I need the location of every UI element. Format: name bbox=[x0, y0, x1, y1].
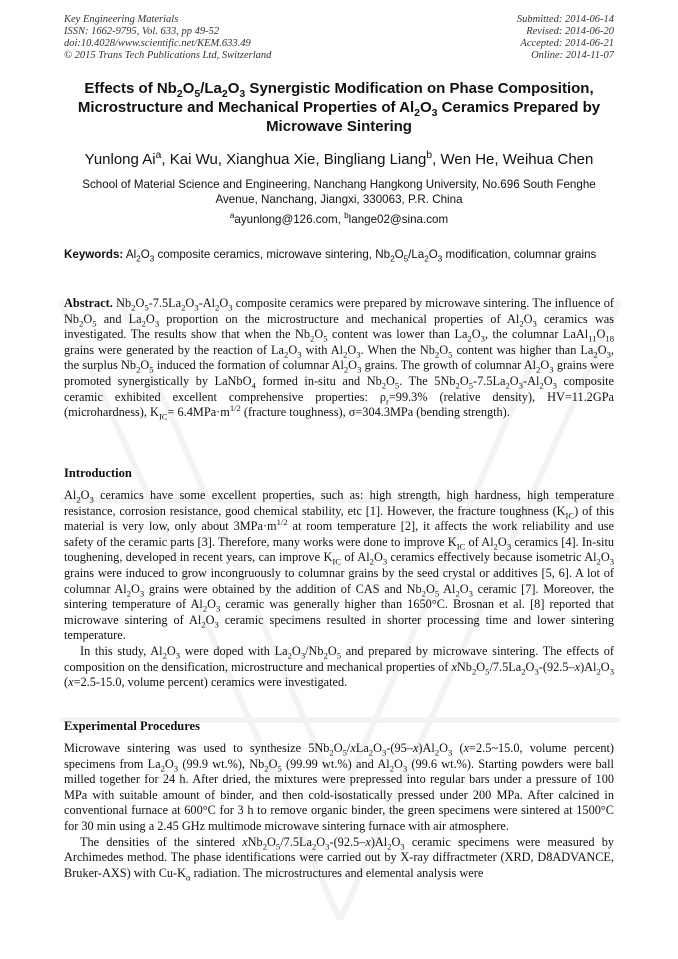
paragraph: The densities of the sintered $xNb_2O_5/7.5La_2O_3-(92.5-x)Al_2O_3$ ceramic specimens were measured by Archimedes method. The phase identifications were carried out by X-ray diffractmeter (XRD, D8ADVANCE, Bruker-AXS) with $Cu-K_\alpha$ radiation. The microstructures and elemental analysis were bbox=[64, 834, 615, 883]
abstract bbox=[64, 296, 614, 421]
revised-date: Revised: 2014-06-20 bbox=[526, 26, 614, 37]
journal-doi: doi:10.4028/www.scientific.net/KEM.633.49 bbox=[64, 38, 251, 49]
author-emails: $^a$ayunlong@126.com, $^b$lange02@sina.com bbox=[229, 211, 449, 226]
keywords: Keywords: $Al_2O_3$ composite ceramics, microwave sintering, $Nb_2O_5/La_2O_3$ modification, columnar grains bbox=[64, 248, 597, 264]
submitted-date: Submitted: 2014-06-14 bbox=[516, 14, 614, 25]
paragraph: Microwave sintering was used to synthesize $5Nb_2O_5/xLa_2O_3-(95-x)Al_2O_3$ (x=2.5~15.0, volume percent) specimens from $La_2O_3$ (99.9 wt.%), $Nb_2O_5$ (99.99 wt.%) and $Al_2O_3$ (99.6 wt.%). Starting powders were ball milled together for 24 h. After dried, the mixtures were prepressed into regular bars under a pressure of 100 MPa with suitable amount of binder, and then cold-isostatically pressed under 200 MPa. After calcined in conventional furnace at 600°C for 3 h to remove organic binder, the green specimens were sintered at 1500°C for 30 min using a 2.45 GHz multimode microwave sintering furnace with air atmosphere. bbox=[64, 741, 614, 833]
introduction-body bbox=[64, 488, 614, 691]
paragraph: In this study, $Al_2O_3$ were doped with $La_2O_3/Nb_2O_5$ and prepared by microwave sintering. The effects of composition on the densification, microstructure and mechanical properties of $xNb_2O_5/7.5La_2O_3-(92.5-x)Al_2O_3$ (x=2.5-15.0, volume percent) ceramics were investigated. bbox=[64, 643, 614, 690]
section-heading-introduction: Introduction bbox=[64, 466, 132, 480]
paper-title: Effects of $Nb_2O_5/La_2O_3$ Synergistic Modification on Phase Composition, Microstructure and Mechanical Properties of $Al_2O_3$ Ceramics Prepared by Microwave Sintering bbox=[77, 80, 601, 135]
abstract-text: $Nb_2O_5-7.5La_2O_3-Al_2O_3$ composite ceramics were prepared by microwave sintering. The influence of $Nb_2O_5$ and $La_2O_3$ proportion on the microstructure and mechanical properties of $Al_2O_3$ ceramics was investigated. The results show that when the $Nb_2O_5$ content was lower than $La_2O_3$, the columnar $LaAl_{11}O_{18}$ grains were generated by the reaction of $La_2O_3$ with $Al_2O_3$. When the $Nb_2O_5$ content was higher than $La_2O_3$, the surplus $Nb_2O_5$ induced the formation of columnar $Al_2O_3$ grains. The growth of columnar $Al_2O_3$ grains were promoted synergistically by LaNbO$_4$ formed in-situ and $Nb_2O_5$. The $5Nb_2O_5-7.5La_2O_3-Al_2O_3$ composite ceramic exhibited excellent comprehensive properties: $\rho_r=99.3\%$ (relative density), HV=11.2GPa (microhardness), $K_{IC}= 6.4MPa\cdot m^{1/2}$ (fracture toughness), σ=304.3MPa (bending strength). bbox=[64, 296, 615, 422]
journal-issn: ISSN: 1662-9795, Vol. 633, pp 49-52 bbox=[64, 26, 220, 37]
online-date: Online: 2014-11-07 bbox=[531, 50, 614, 61]
experimental-body bbox=[64, 741, 614, 881]
journal-info bbox=[64, 14, 271, 62]
keywords-label: Keywords: bbox=[64, 248, 124, 261]
abstract-label: Abstract. bbox=[64, 296, 113, 310]
paragraph: $Al_2O_3$ ceramics have some excellent properties, such as: high strength, high hardness, high temperature resistance, corrosion resistance, good chemical stability, etc [1]. However, the fracture toughness $(K_{IC})$ of this material is very low, only about $3MPa\cdot m^{1/2}$ at room temperature [2], it affects the work reliability and use safety of the ceramic parts [3]. Therefore, many works were done to improve $K_{IC}$ of $Al_2O_3$ ceramics [4]. In-situ toughening, developed in recent years, can improve $K_{IC}$ of $Al_2O_3$ ceramics effectively because isometric $Al_2O_3$ grains were induced to grow incongruously to columnar grains by the seed crystal or additives [5, 6]. A lot of columnar $Al_2O_3$ grains were obtained by the addition of CAS and $Nb_2O_5$ $Al_2O_3$ ceramic [7]. Moreover, the sintering temperature of $Al_2O_3$ ceramic was generally higher than 1650°C. Brosnan et al. [8] reported that microwave sintering of $Al_2O_3$ ceramic specimens resulted in shorter processing time and lower sintering temperature. bbox=[64, 488, 615, 643]
section-heading-experimental: Experimental Procedures bbox=[64, 719, 200, 733]
accepted-date: Accepted: 2014-06-21 bbox=[520, 38, 614, 49]
submission-dates bbox=[517, 14, 614, 62]
author-list: Yunlong Ai$^a$, Kai Wu, Xianghua Xie, Bingliang Liang$^b$, Wen He, Weihua Chen bbox=[84, 149, 594, 168]
journal-copyright: © 2015 Trans Tech Publications Ltd, Switzerland bbox=[64, 50, 272, 61]
affiliation: School of Material Science and Engineering, Nanchang Hangkong University, No.696 South Fenghe Avenue, Nanchang, Jiangxi, 330063, P.R. China bbox=[82, 178, 596, 206]
journal-name: Key Engineering Materials bbox=[64, 14, 179, 25]
